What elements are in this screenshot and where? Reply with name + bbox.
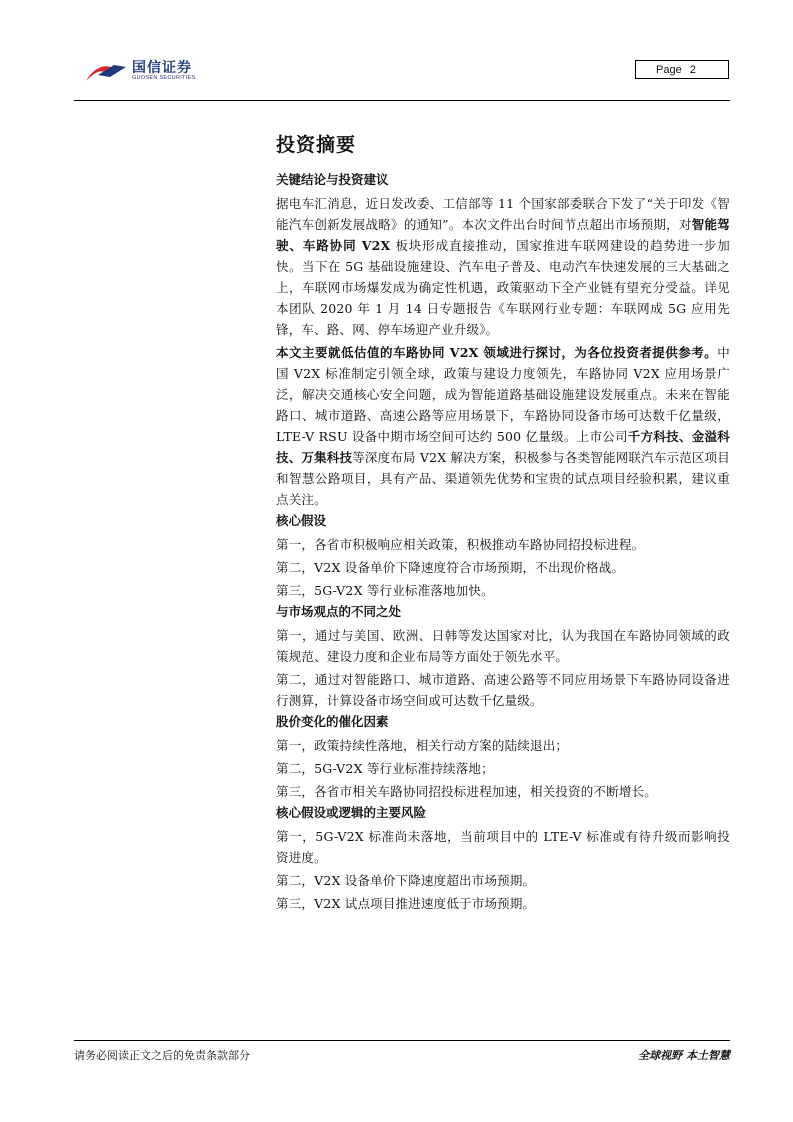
- paragraph-text: 等深度布局 V2X 解决方案，积极参与各类智能网联汽车示范区项目和智慧公路项目，具有产品、渠道领先优势和宝贵的试点项目经验积累，建议重点关注。: [276, 450, 730, 507]
- assumption-item: 第一，各省市积极响应相关政策，积极推动车路协同招投标进程。: [276, 537, 645, 552]
- paragraph-text: 中国 V2X 标准制定引领全球，政策与建设力度领先，车路协同 V2X 应用场景广泛，解决交通核心安全问题，成为智能道路基础设施建设发展重点。未来在智能路口、城市道路、高速公路等应用场景下，车路协同设备市场可达数千亿量级，LTE-V RSU 设备中期市场空间可达约 500 亿量级。上市公司: [276, 345, 730, 444]
- conclusion-paragraph-1: [276, 193, 730, 340]
- emphasized-text: 智能驾驶、车路协同 V2X: [276, 217, 730, 253]
- page-title: 投资摘要: [276, 134, 357, 156]
- logo-english-name: GUOSEN SECURITIES: [132, 75, 196, 81]
- disclaimer-note: 请务必阅读正文之后的免责条款部分: [74, 1049, 250, 1062]
- footer-divider: [74, 1040, 730, 1041]
- page-label: Page: [656, 64, 682, 76]
- catalyst-item: 第二，5G-V2X 等行业标准持续落地；: [276, 761, 494, 776]
- company-logo: [84, 57, 224, 85]
- page-number: 2: [689, 64, 696, 76]
- section-heading-differences: 与市场观点的不同之处: [276, 604, 402, 619]
- conclusion-paragraph-2: [276, 342, 730, 510]
- emphasized-text: 本文主要就低估值的车路协同 V2X 领域进行探讨，为各位投资者提供参考。: [276, 345, 718, 360]
- risk-item: 第一，5G-V2X 标准尚未落地，当前项目中的 LTE-V 标准或有待升级而影响投资进度。: [276, 829, 730, 865]
- assumption-item: 第二，V2X 设备单价下降速度符合市场预期，不出现价格战。: [276, 560, 625, 575]
- header-divider: [74, 100, 730, 101]
- section-heading-conclusion: 关键结论与投资建议: [276, 172, 389, 187]
- difference-item: 第二，通过对智能路口、城市道路、高速公路等不同应用场景下车路协同设备进行测算，计算设备市场空间或可达数千亿量级。: [276, 672, 730, 708]
- risk-item: 第二，V2X 设备单价下降速度超出市场预期。: [276, 873, 536, 888]
- difference-item: 第一，通过与美国、欧洲、日韩等发达国家对比，认为我国在车路协同领域的政策规范、建设力度和企业布局等方面处于领先水平。: [276, 628, 730, 664]
- logo-chinese-name: 国信证券: [132, 60, 192, 76]
- assumption-item: 第三，5G-V2X 等行业标准落地加快。: [276, 583, 494, 598]
- paragraph-text: 据电车汇消息，近日发改委、工信部等 11 个国家部委联合下发了“关于印发《智能汽车创新发展战略》的通知”。本次文件出台时间节点超出市场预期，对: [276, 196, 730, 232]
- section-heading-risks: 核心假设或逻辑的主要风险: [276, 805, 427, 820]
- catalyst-item: 第一，政策持续性落地，相关行动方案的陆续退出；: [276, 738, 569, 753]
- section-heading-assumptions: 核心假设: [276, 513, 327, 528]
- page-indicator: [635, 60, 729, 79]
- logo-mark-icon: [84, 59, 128, 83]
- main-content: [276, 130, 730, 916]
- footer-slogan: 全球视野 本土智慧: [638, 1049, 730, 1062]
- risk-item: 第三，V2X 试点项目推进速度低于市场预期。: [276, 896, 536, 911]
- section-heading-catalysts: 股价变化的催化因素: [276, 714, 389, 729]
- paragraph-text: 板块形成直接推动，国家推进车联网建设的趋势进一步加快。当下在 5G 基础设施建设、汽车电子普及、电动汽车快速发展的三大基础之上，车联网市场爆发成为确定性机遇，政策驱动下全产业链有望充分受益。详见本团队 2020 年 1 月 14 日专题报告《车联网行业专题：车联网成 5G 应用先锋，车、路、网、停车场迎产业升级》。: [276, 238, 730, 337]
- catalyst-item: 第三，各省市相关车路协同招投标进程加速，相关投资的不断增长。: [276, 784, 658, 799]
- emphasized-text: 千方科技、金溢科技、万集科技: [276, 429, 730, 465]
